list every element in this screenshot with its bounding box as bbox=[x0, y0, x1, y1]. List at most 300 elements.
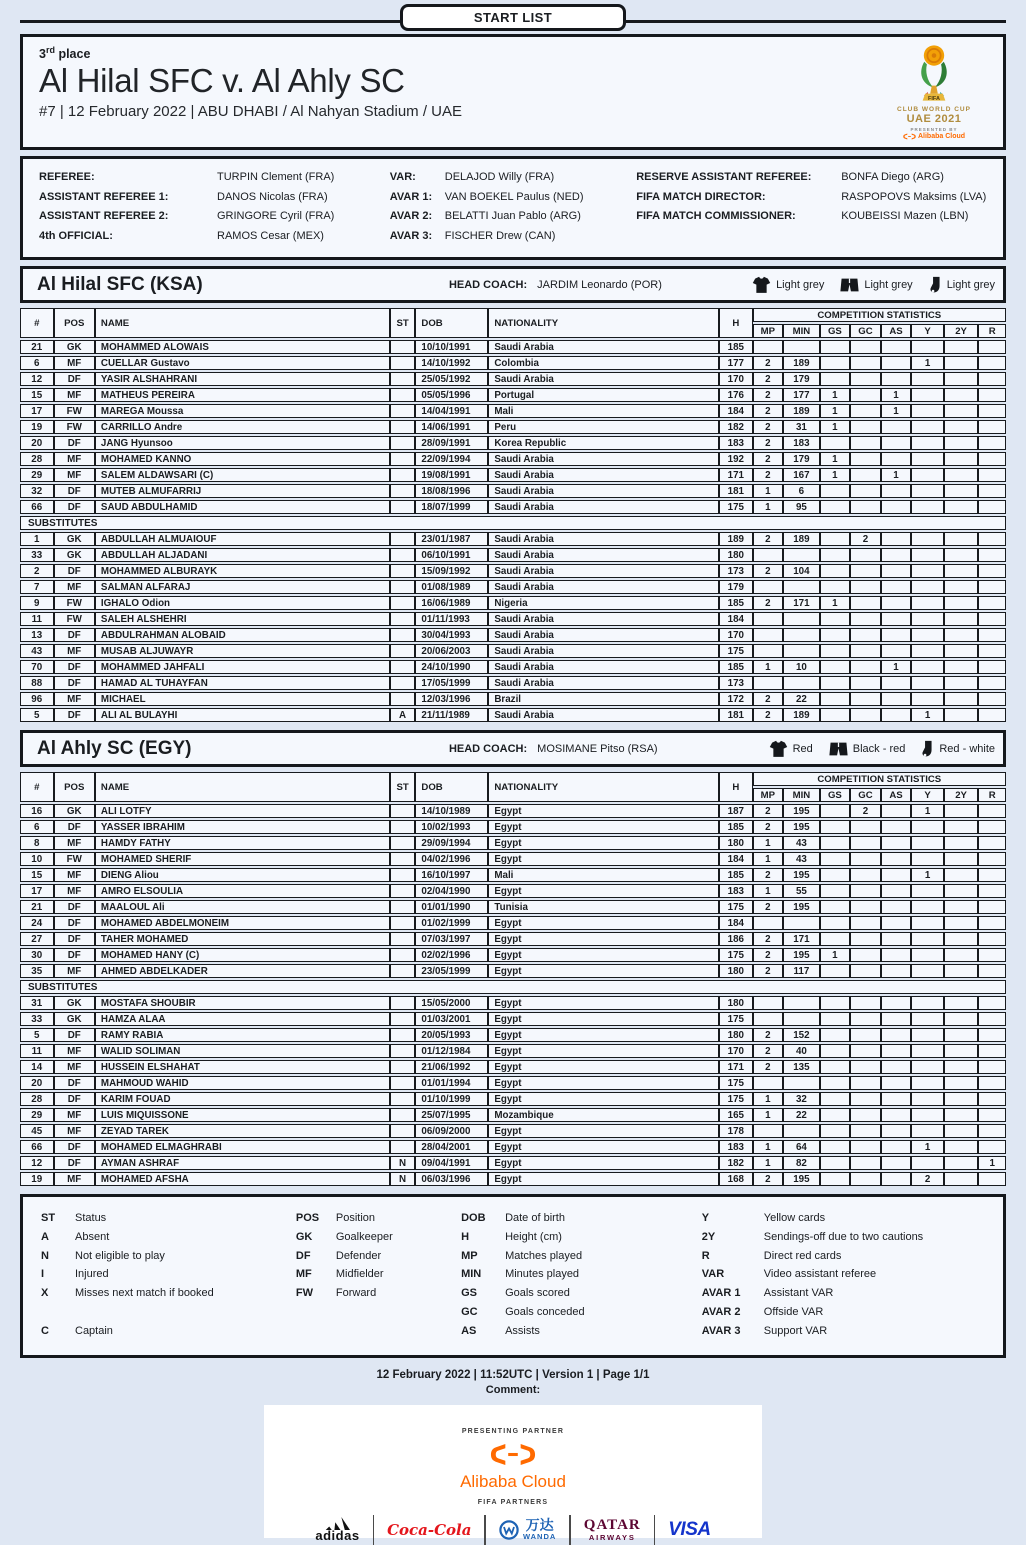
player-cell: ABDULLAH ALJADANI bbox=[95, 548, 390, 562]
player-cell: MICHAEL bbox=[95, 692, 390, 706]
player-cell: 1 bbox=[753, 1140, 784, 1154]
col-y: Y bbox=[911, 324, 944, 338]
player-cell bbox=[881, 820, 912, 834]
player-cell: 14 bbox=[20, 1060, 54, 1074]
player-cell bbox=[820, 836, 851, 850]
player-cell bbox=[978, 836, 1006, 850]
player-cell bbox=[978, 644, 1006, 658]
player-cell bbox=[850, 500, 881, 514]
player-cell: Egypt bbox=[488, 1124, 719, 1138]
player-row bbox=[20, 1124, 1006, 1138]
player-cell: DF bbox=[54, 564, 95, 578]
player-cell bbox=[978, 916, 1006, 930]
legend-desc: Forward bbox=[335, 1287, 377, 1300]
player-cell: Saudi Arabia bbox=[488, 644, 719, 658]
fifa-partner-logos bbox=[264, 1515, 762, 1545]
player-cell bbox=[820, 612, 851, 626]
player-cell bbox=[911, 532, 944, 546]
player-cell bbox=[850, 1172, 881, 1186]
player-cell: Egypt bbox=[488, 948, 719, 962]
col-competition-statistics: COMPETITION STATISTICS bbox=[753, 308, 1006, 322]
officials-group-var bbox=[390, 168, 636, 246]
starters-body bbox=[20, 340, 1006, 514]
col-gc: GC bbox=[850, 788, 881, 802]
player-cell: 185 bbox=[719, 660, 753, 674]
player-cell: 180 bbox=[719, 836, 753, 850]
legend-desc: Position bbox=[335, 1212, 376, 1224]
team-section-al-hilal bbox=[20, 266, 1006, 724]
player-cell: 19/08/1991 bbox=[415, 468, 488, 482]
official-name: RAMOS Cesar (MEX) bbox=[217, 229, 324, 242]
player-cell: 195 bbox=[783, 948, 819, 962]
player-cell bbox=[911, 452, 944, 466]
player-cell: Egypt bbox=[488, 884, 719, 898]
player-cell: Saudi Arabia bbox=[488, 628, 719, 642]
player-cell: 17 bbox=[20, 404, 54, 418]
player-cell bbox=[881, 852, 912, 866]
legend-row bbox=[702, 1284, 985, 1303]
player-cell bbox=[390, 1124, 416, 1138]
player-cell: 17/05/1999 bbox=[415, 676, 488, 690]
legend-row bbox=[296, 1228, 461, 1247]
player-cell bbox=[911, 1060, 944, 1074]
player-cell bbox=[783, 644, 819, 658]
player-cell bbox=[911, 420, 944, 434]
player-cell: 01/01/1990 bbox=[415, 900, 488, 914]
player-cell: Egypt bbox=[488, 1140, 719, 1154]
player-cell bbox=[850, 996, 881, 1010]
player-row bbox=[20, 340, 1006, 354]
start-list-tab: START LIST bbox=[400, 4, 626, 31]
kit-colors bbox=[769, 740, 995, 758]
col-st: ST bbox=[390, 772, 416, 802]
player-row bbox=[20, 1108, 1006, 1122]
player-cell: 30/04/1993 bbox=[415, 628, 488, 642]
player-cell bbox=[820, 1140, 851, 1154]
socks-icon bbox=[929, 276, 942, 294]
player-cell bbox=[944, 580, 979, 594]
player-cell bbox=[978, 1076, 1006, 1090]
player-cell bbox=[978, 340, 1006, 354]
legend-desc: Midfielder bbox=[335, 1268, 384, 1281]
match-subtitle: #7 | 12 February 2022 | ABU DHABI / Al Nahyan Stadium / UAE bbox=[39, 103, 463, 121]
legend-desc: Goalkeeper bbox=[335, 1230, 393, 1243]
player-cell bbox=[820, 884, 851, 898]
player-cell bbox=[944, 388, 979, 402]
player-cell bbox=[850, 1156, 881, 1170]
kit-shirt bbox=[769, 740, 813, 758]
player-cell bbox=[390, 1092, 416, 1106]
player-cell bbox=[881, 1140, 912, 1154]
player-row bbox=[20, 964, 1006, 978]
player-cell: 179 bbox=[783, 452, 819, 466]
player-cell: Egypt bbox=[488, 1044, 719, 1058]
official-name: DANOS Nicolas (FRA) bbox=[217, 190, 328, 203]
match-header-text bbox=[39, 42, 875, 140]
player-cell: 18/07/1999 bbox=[415, 500, 488, 514]
player-cell: 182 bbox=[719, 1156, 753, 1170]
player-cell: 19 bbox=[20, 1172, 54, 1186]
player-cell bbox=[820, 868, 851, 882]
legend-abbr: H bbox=[461, 1230, 470, 1243]
player-cell: A bbox=[390, 708, 416, 722]
player-cell: Egypt bbox=[488, 1076, 719, 1090]
player-cell: 1 bbox=[881, 468, 912, 482]
tournament-logo bbox=[875, 42, 993, 140]
player-cell: Egypt bbox=[488, 836, 719, 850]
player-cell bbox=[944, 356, 979, 370]
player-cell bbox=[881, 900, 912, 914]
player-cell: 1 bbox=[820, 452, 851, 466]
legend-abbr: Y bbox=[701, 1212, 710, 1224]
player-cell bbox=[820, 932, 851, 946]
player-cell: 189 bbox=[783, 708, 819, 722]
player-cell bbox=[820, 676, 851, 690]
player-cell bbox=[753, 1124, 784, 1138]
player-cell bbox=[390, 836, 416, 850]
player-cell: 16/10/1997 bbox=[415, 868, 488, 882]
player-cell bbox=[850, 372, 881, 386]
player-cell: 2 bbox=[753, 1060, 784, 1074]
player-cell bbox=[978, 468, 1006, 482]
player-cell bbox=[944, 372, 979, 386]
player-cell: 8 bbox=[20, 836, 54, 850]
player-cell: 2 bbox=[20, 564, 54, 578]
player-cell bbox=[978, 500, 1006, 514]
player-cell bbox=[911, 1076, 944, 1090]
player-cell bbox=[944, 948, 979, 962]
official-row bbox=[390, 227, 636, 247]
player-cell: 1 bbox=[753, 836, 784, 850]
player-cell: 185 bbox=[719, 596, 753, 610]
player-cell: MOHAMMED ALBURAYK bbox=[95, 564, 390, 578]
player-cell: 1 bbox=[911, 1140, 944, 1154]
player-cell bbox=[390, 1140, 416, 1154]
player-cell bbox=[881, 340, 912, 354]
player-row bbox=[20, 1156, 1006, 1170]
player-row bbox=[20, 580, 1006, 594]
player-cell: 20 bbox=[20, 436, 54, 450]
kit-shorts bbox=[840, 277, 912, 293]
player-cell bbox=[850, 820, 881, 834]
player-cell: 10 bbox=[783, 660, 819, 674]
player-cell: 14/10/1992 bbox=[415, 356, 488, 370]
legend-abbr: AS bbox=[461, 1324, 477, 1337]
player-cell: 183 bbox=[783, 436, 819, 450]
player-cell: Colombia bbox=[488, 356, 719, 370]
col-y: Y bbox=[911, 788, 944, 802]
col-nationality: NATIONALITY bbox=[488, 772, 719, 802]
player-cell bbox=[881, 868, 912, 882]
kit-shorts-label: Light grey bbox=[864, 278, 913, 291]
legend-abbr: VAR bbox=[701, 1268, 725, 1281]
player-row bbox=[20, 500, 1006, 514]
legend-row bbox=[41, 1228, 296, 1247]
player-cell: 14/06/1991 bbox=[415, 420, 488, 434]
official-row bbox=[636, 207, 987, 227]
player-cell bbox=[820, 340, 851, 354]
player-cell: 43 bbox=[783, 852, 819, 866]
player-cell: MF bbox=[54, 868, 95, 882]
player-cell: 70 bbox=[20, 660, 54, 674]
match-title: Al Hilal SFC v. Al Ahly SC bbox=[39, 62, 405, 100]
player-row bbox=[20, 628, 1006, 642]
player-cell bbox=[820, 564, 851, 578]
player-cell bbox=[978, 932, 1006, 946]
player-cell bbox=[881, 964, 912, 978]
player-cell bbox=[850, 1092, 881, 1106]
legend-row bbox=[41, 1247, 296, 1266]
player-cell bbox=[820, 1108, 851, 1122]
player-cell bbox=[820, 1092, 851, 1106]
legend-abbr: N bbox=[41, 1249, 49, 1262]
player-cell bbox=[850, 1108, 881, 1122]
player-cell bbox=[944, 820, 979, 834]
player-cell: MOHAMED ELMAGHRABI bbox=[95, 1140, 390, 1154]
player-cell: 2 bbox=[753, 532, 784, 546]
player-cell bbox=[783, 580, 819, 594]
player-cell: MATHEUS PEREIRA bbox=[95, 388, 390, 402]
player-cell bbox=[978, 964, 1006, 978]
player-cell: 45 bbox=[20, 1124, 54, 1138]
player-cell: 170 bbox=[719, 1044, 753, 1058]
player-cell: 02/02/1996 bbox=[415, 948, 488, 962]
player-row bbox=[20, 660, 1006, 674]
col-number: # bbox=[20, 772, 54, 802]
col-r: R bbox=[978, 324, 1006, 338]
player-cell bbox=[390, 692, 416, 706]
player-cell: 2 bbox=[911, 1172, 944, 1186]
player-cell bbox=[944, 612, 979, 626]
player-cell: 167 bbox=[783, 468, 819, 482]
player-cell: RAMY RABIA bbox=[95, 1028, 390, 1042]
player-cell bbox=[850, 452, 881, 466]
legend-desc: Yellow cards bbox=[763, 1212, 826, 1224]
player-row bbox=[20, 356, 1006, 370]
player-row bbox=[20, 868, 1006, 882]
player-cell: 176 bbox=[719, 388, 753, 402]
legend-desc: Captain bbox=[75, 1324, 113, 1337]
player-cell: MOHAMED AFSHA bbox=[95, 1172, 390, 1186]
player-cell bbox=[390, 948, 416, 962]
fifa-partners-label: FIFA PARTNERS bbox=[477, 1498, 549, 1506]
player-cell: KARIM FOUAD bbox=[95, 1092, 390, 1106]
player-cell bbox=[390, 644, 416, 658]
player-cell: GK bbox=[54, 996, 95, 1010]
player-cell: 82 bbox=[783, 1156, 819, 1170]
player-cell: MF bbox=[54, 356, 95, 370]
player-cell: ABDULLAH ALMUAIOUF bbox=[95, 532, 390, 546]
player-row bbox=[20, 452, 1006, 466]
legend-row bbox=[461, 1284, 702, 1303]
player-cell bbox=[978, 1108, 1006, 1122]
player-cell: 96 bbox=[20, 692, 54, 706]
player-row bbox=[20, 884, 1006, 898]
player-cell: 170 bbox=[719, 628, 753, 642]
player-cell bbox=[390, 452, 416, 466]
wanda-logo: 万达 WANDA bbox=[499, 1519, 556, 1541]
player-row bbox=[20, 916, 1006, 930]
col-mp: MP bbox=[753, 324, 784, 338]
official-name: VAN BOEKEL Paulus (NED) bbox=[444, 190, 584, 203]
player-cell bbox=[944, 804, 979, 818]
legend-column-status bbox=[41, 1209, 296, 1341]
player-cell: 2 bbox=[753, 948, 784, 962]
player-cell: 168 bbox=[719, 1172, 753, 1186]
col-st: ST bbox=[390, 308, 416, 338]
player-cell: 2 bbox=[753, 372, 784, 386]
player-cell bbox=[753, 676, 784, 690]
official-row bbox=[390, 188, 636, 208]
player-cell: HAMAD AL TUHAYFAN bbox=[95, 676, 390, 690]
player-row bbox=[20, 804, 1006, 818]
top-bar bbox=[20, 4, 1006, 34]
player-cell: 10/10/1991 bbox=[415, 340, 488, 354]
player-cell: 171 bbox=[719, 1060, 753, 1074]
legend-abbr: 2Y bbox=[701, 1230, 716, 1243]
legend-abbr: GS bbox=[461, 1287, 477, 1300]
player-cell: Saudi Arabia bbox=[488, 548, 719, 562]
legend-row bbox=[702, 1209, 985, 1228]
player-cell bbox=[783, 996, 819, 1010]
player-cell bbox=[820, 1076, 851, 1090]
player-cell: 183 bbox=[719, 884, 753, 898]
player-cell bbox=[850, 404, 881, 418]
player-cell bbox=[881, 628, 912, 642]
official-role-label: RESERVE ASSISTANT REFEREE: bbox=[636, 171, 812, 183]
player-cell: 1 bbox=[820, 948, 851, 962]
player-cell: Egypt bbox=[488, 916, 719, 930]
legend-abbr: DOB bbox=[461, 1212, 486, 1224]
player-cell bbox=[850, 1012, 881, 1026]
player-cell: MOSTAFA SHOUBIR bbox=[95, 996, 390, 1010]
player-cell: DIENG Aliou bbox=[95, 868, 390, 882]
player-cell: 2 bbox=[753, 420, 784, 434]
player-cell: Egypt bbox=[488, 996, 719, 1010]
player-cell: DF bbox=[54, 628, 95, 642]
player-cell: HAMZA ALAA bbox=[95, 1012, 390, 1026]
player-cell bbox=[911, 852, 944, 866]
player-cell bbox=[911, 1092, 944, 1106]
player-cell: ZEYAD TAREK bbox=[95, 1124, 390, 1138]
player-cell bbox=[944, 1124, 979, 1138]
adidas-logo: adidas bbox=[315, 1517, 359, 1543]
player-cell bbox=[978, 372, 1006, 386]
player-cell: 184 bbox=[719, 916, 753, 930]
official-role-label: VAR: bbox=[389, 171, 416, 183]
player-cell: AYMAN ASHRAF bbox=[95, 1156, 390, 1170]
legend-abbr: X bbox=[41, 1287, 49, 1300]
player-cell bbox=[850, 1140, 881, 1154]
player-cell: 1 bbox=[911, 708, 944, 722]
player-cell: 186 bbox=[719, 932, 753, 946]
player-cell: HAMDY FATHY bbox=[95, 836, 390, 850]
player-row bbox=[20, 836, 1006, 850]
player-cell bbox=[911, 548, 944, 562]
official-name: FISCHER Drew (CAN) bbox=[444, 229, 556, 242]
player-cell: 9 bbox=[20, 596, 54, 610]
player-cell: 180 bbox=[719, 964, 753, 978]
player-cell bbox=[911, 564, 944, 578]
player-cell bbox=[753, 1076, 784, 1090]
player-row bbox=[20, 676, 1006, 690]
player-cell bbox=[820, 532, 851, 546]
player-cell bbox=[881, 356, 912, 370]
team-section-al-ahly bbox=[20, 730, 1006, 1188]
player-cell bbox=[881, 692, 912, 706]
player-cell bbox=[944, 596, 979, 610]
player-cell: 173 bbox=[719, 676, 753, 690]
player-cell: DF bbox=[54, 900, 95, 914]
player-cell: 6 bbox=[20, 820, 54, 834]
player-cell: 95 bbox=[783, 500, 819, 514]
player-cell: 28 bbox=[20, 452, 54, 466]
player-cell: Egypt bbox=[488, 1060, 719, 1074]
player-cell: Saudi Arabia bbox=[488, 580, 719, 594]
player-cell: 175 bbox=[719, 1092, 753, 1106]
legend-abbr: C bbox=[41, 1324, 49, 1337]
player-cell bbox=[850, 580, 881, 594]
legend-row bbox=[702, 1247, 985, 1266]
player-cell bbox=[978, 708, 1006, 722]
col-height: H bbox=[719, 772, 753, 802]
player-cell bbox=[881, 996, 912, 1010]
player-cell: 31 bbox=[20, 996, 54, 1010]
substitutes-divider bbox=[20, 516, 1006, 530]
player-cell bbox=[753, 628, 784, 642]
legend-row bbox=[461, 1209, 702, 1228]
player-cell bbox=[911, 596, 944, 610]
player-cell bbox=[390, 868, 416, 882]
official-name: GRINGORE Cyril (FRA) bbox=[217, 210, 335, 222]
official-name: BELATTI Juan Pablo (ARG) bbox=[444, 210, 581, 222]
player-cell: 2 bbox=[753, 564, 784, 578]
player-cell bbox=[850, 420, 881, 434]
player-cell: 2 bbox=[753, 596, 784, 610]
legend-column-positions bbox=[296, 1209, 461, 1341]
player-cell: 22 bbox=[783, 1108, 819, 1122]
player-cell bbox=[978, 612, 1006, 626]
player-cell: 16 bbox=[20, 804, 54, 818]
player-cell: 178 bbox=[719, 1124, 753, 1138]
legend-row bbox=[296, 1284, 461, 1303]
player-cell bbox=[850, 468, 881, 482]
player-cell bbox=[944, 532, 979, 546]
player-cell: DF bbox=[54, 820, 95, 834]
player-cell bbox=[881, 1172, 912, 1186]
player-cell bbox=[850, 1060, 881, 1074]
legend-desc: Assists bbox=[505, 1324, 540, 1337]
player-cell bbox=[820, 916, 851, 930]
player-cell: 195 bbox=[783, 820, 819, 834]
player-row bbox=[20, 708, 1006, 722]
player-cell bbox=[850, 692, 881, 706]
player-cell: 06/03/1996 bbox=[415, 1172, 488, 1186]
player-cell: 55 bbox=[783, 884, 819, 898]
legend-row bbox=[296, 1265, 461, 1284]
kit-socks-label: Red - white bbox=[939, 742, 995, 755]
player-cell bbox=[911, 436, 944, 450]
player-cell: MF bbox=[54, 1108, 95, 1122]
player-cell bbox=[944, 708, 979, 722]
player-cell bbox=[911, 1108, 944, 1122]
player-cell: 1 bbox=[881, 660, 912, 674]
player-cell bbox=[944, 916, 979, 930]
player-cell bbox=[850, 676, 881, 690]
legend-abbr: MP bbox=[461, 1249, 478, 1262]
match-header-panel bbox=[20, 34, 1006, 150]
player-cell: 2 bbox=[753, 468, 784, 482]
